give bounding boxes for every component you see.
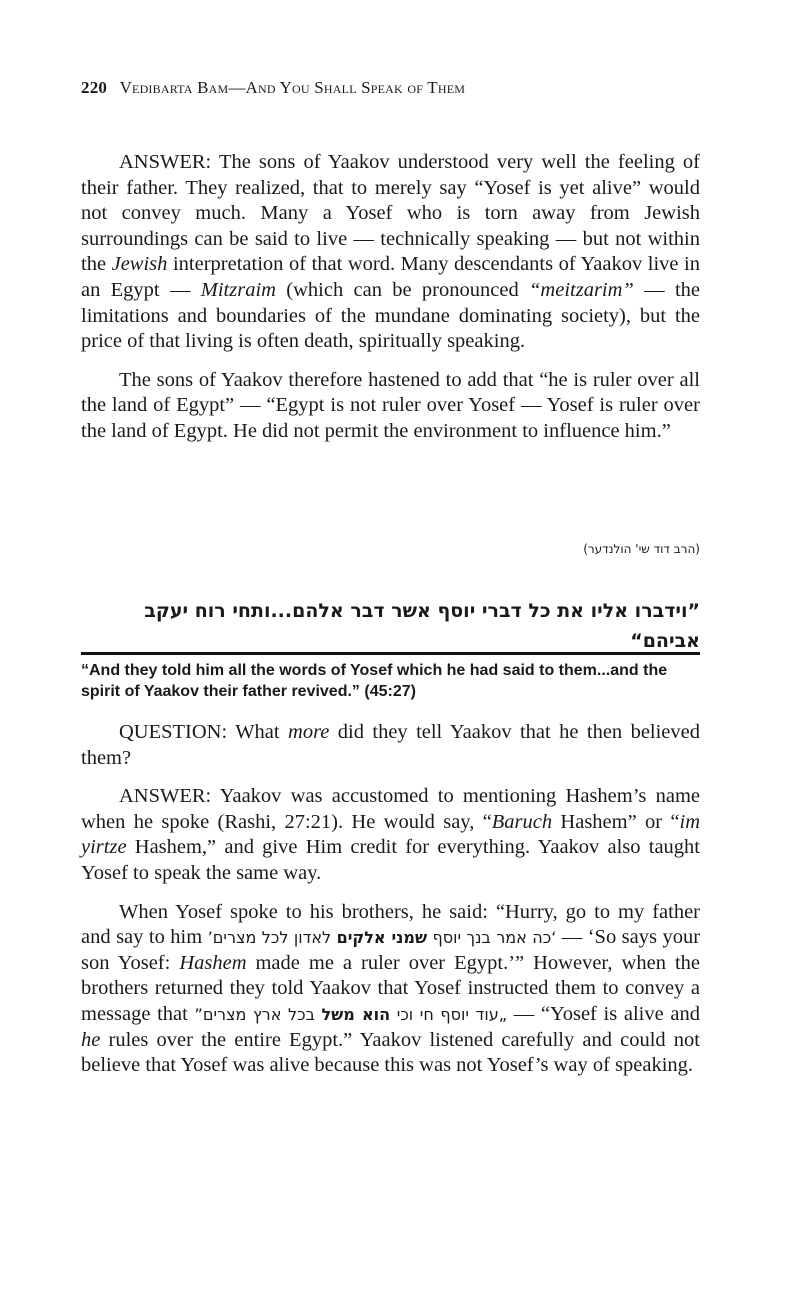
hebrew-run: עוד יוסף חי וכי bbox=[390, 1004, 499, 1024]
running-title: Vedibarta Bam—And You Shall Speak of Them bbox=[119, 78, 466, 97]
italic-run: Jewish bbox=[111, 253, 168, 276]
paragraph-2: The sons of Yaakov therefore hastened to add that “he is ruler over all the land of Egypt” — “Egypt is not ruler over Yosef — Yosef is ruler over the land of Egypt. He did not permit the environment to influence him.” bbox=[81, 368, 700, 442]
answer-paragraph-1 bbox=[81, 150, 700, 355]
text-run: ANSWER: Yaakov was accustomed to mentioning Hashem’s name when he spoke (Rashi, 27:21). He would say, “ bbox=[81, 785, 700, 833]
source-citation: (הרב דוד שי' הולנדער) bbox=[583, 542, 700, 556]
text-run: (which can be pronounced bbox=[275, 278, 530, 301]
text-run: — “Yosef is alive and bbox=[507, 1002, 700, 1025]
hebrew-run: כה אמר בנך יוסף bbox=[427, 928, 552, 948]
hebrew-bold-run: הוא משל bbox=[321, 1004, 391, 1024]
hebrew-quote-1: ‘כה אמר בנך יוסף שמני אלקים לאדון לכל מצרים’ bbox=[207, 928, 557, 948]
text-run: interpretation of that word. Many descendants of Yaakov live in an Egypt — bbox=[81, 253, 701, 301]
hebrew-run: בכל ארץ מצרים bbox=[202, 1004, 322, 1024]
italic-run: Mitzraim bbox=[200, 278, 276, 301]
italic-run: he bbox=[81, 1028, 101, 1051]
italic-run: im yirtze bbox=[81, 810, 700, 859]
text-run: — the limitations and boundaries of the mundane dominating society), but the price of that living is often death, spiritually speaking. bbox=[81, 278, 700, 353]
italic-run: more bbox=[288, 721, 330, 743]
text-run: QUESTION: What bbox=[119, 721, 289, 743]
heading-divider bbox=[81, 652, 700, 655]
italic-run: Hashem bbox=[179, 951, 247, 974]
italic-run: Baruch bbox=[491, 810, 553, 833]
hebrew-verse-heading: ”וידברו אליו את כל דברי יוסף אשר דבר אלהם...ותחי רוח יעקב אביהם“ bbox=[144, 600, 700, 652]
answer-paragraph-2 bbox=[81, 784, 700, 886]
hebrew-bold-run: שמני אלקים bbox=[336, 928, 428, 948]
paragraph-3 bbox=[81, 900, 700, 1079]
page-number: 220 bbox=[81, 78, 108, 97]
text-run: made me a ruler over Egypt.’” However, when the brothers returned they told Yaakov that Yosef instructed them to convey a message that bbox=[81, 951, 700, 1025]
italic-run: “meitzarim” bbox=[529, 278, 634, 301]
text-run: Hashem” or “ bbox=[552, 810, 680, 833]
running-header bbox=[81, 78, 465, 98]
text-run: When Yosef spoke to his brothers, he said: “Hurry, go to my father and say to him bbox=[81, 900, 700, 949]
hebrew-run: לאדון לכל מצרים bbox=[212, 928, 337, 948]
section-2-body bbox=[81, 720, 700, 1092]
text-run: ANSWER: The sons of Yaakov understood very well the feeling of their father. They realized, that to merely say “Yosef is yet alive” would not convey much. Many a Yosef who is torn away from Jewish surroundings can be said to live — technically speaking — but not within the bbox=[81, 151, 700, 276]
text-run: rules over the entire Egypt.” Yaakov listened carefully and could not believe that Yosef was alive because this was not Yosef’s way of speaking. bbox=[81, 1028, 700, 1077]
english-verse-heading: “And they told him all the words of Yosef which he had said to them...and the spirit of Yaakov their father revived.” (45:27) bbox=[81, 662, 668, 700]
text-run: — ‘So says your son Yosef: bbox=[81, 926, 701, 974]
text-run: Hashem,” and give Him credit for everything. Yaakov also taught Yosef to speak the same way. bbox=[81, 836, 700, 884]
section-1-body bbox=[81, 150, 700, 458]
question-paragraph bbox=[81, 720, 700, 771]
text-run: did they tell Yaakov that he then believed them? bbox=[81, 721, 701, 769]
hebrew-quote-2: „עוד יוסף חי וכי הוא משל בכל ארץ מצרים” bbox=[194, 1004, 508, 1024]
